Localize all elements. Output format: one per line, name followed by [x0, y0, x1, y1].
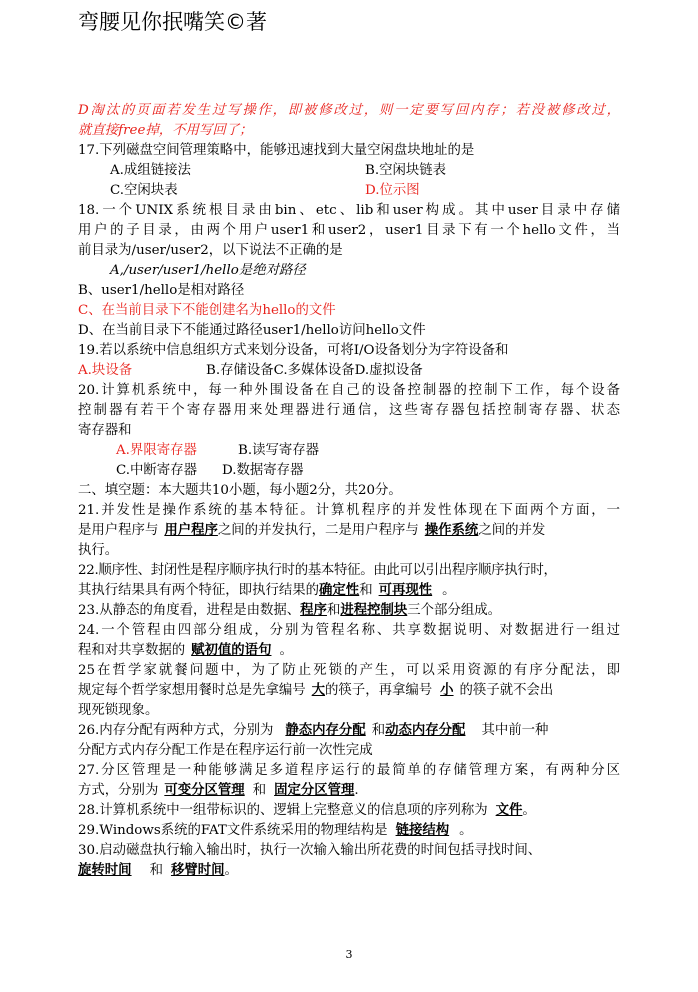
text: 30.启动磁盘执行输入输出时，执行一次输入输出所花费的时间包括寻找时间、 — [78, 843, 542, 858]
page-number: 3 — [345, 948, 353, 961]
question-18-stem: 用户的子目录，由两个用户user1和user2，user1目录下有一个hello文件，当 — [78, 223, 620, 238]
option-c: C.中断寄存器 — [116, 463, 197, 478]
answer-blank: 用户程序 — [164, 523, 218, 538]
text: 。 — [522, 803, 536, 818]
answer-blank: 操作系统 — [424, 523, 479, 538]
answer-blank: 旋转时间 — [78, 863, 132, 878]
question-20-stem: 20.计算机系统中，每一种外围设备在自己的设备控制器的控制下工作，每个设备 — [78, 383, 620, 398]
text: 29.Windows系统的FAT文件系统采用的物理结构是 — [78, 823, 388, 838]
option-a: A.成组链接法 — [110, 163, 191, 178]
text: 。 — [459, 823, 473, 838]
question-20-stem: 控制器有若干个寄存器用来处理器进行通信，这些寄存器包括控制寄存器、状态 — [78, 403, 620, 418]
text: 和 — [149, 863, 163, 878]
answer-blank: 大 — [311, 683, 326, 698]
question-22-stem — [78, 581, 620, 601]
text: . — [354, 783, 359, 798]
answer-blank: 小 — [440, 683, 454, 698]
option-a — [78, 261, 620, 281]
option-b: B.读写寄存器 — [238, 443, 320, 458]
question-18-stem: 18.一个UNIX系统根目录由bin、etc、lib和user构成。其中user目录中存储 — [78, 203, 620, 218]
text: 其中前一种 — [481, 723, 549, 738]
note-line: 就直接free掉，不用写回了； — [78, 123, 253, 138]
option-c: C.空闲块表 — [110, 183, 178, 198]
option-d-answer: D.位示图 — [365, 183, 420, 198]
text: 和 — [359, 583, 373, 598]
option-a-text: A,/user/user1/hello是绝对路径 — [110, 263, 306, 278]
option-d: D.数据寄存器 — [222, 463, 304, 478]
text: 之间的并发执行，二是用户程序与 — [217, 523, 419, 538]
question-20-stem: 寄存器和 — [78, 423, 132, 438]
option-a-answer: A.界限寄存器 — [116, 443, 197, 458]
answer-blank: 动态内存分配 — [385, 723, 466, 738]
question-26-stem — [78, 721, 620, 741]
text: 。 — [442, 583, 456, 598]
text: 26.内存分配有两种方式，分别为 — [78, 723, 274, 738]
page-header-title: 弯腰见你抿嘴笑©著 — [78, 10, 267, 34]
note-line: D淘汰的页面若发生过写操作，即被修改过，则一定要写回内存；若没被修改过， — [78, 103, 620, 118]
question-30-stem — [78, 861, 620, 881]
option-d: D、在当前目录下不能通过路径user1/hello访问hello文件 — [78, 323, 426, 338]
question-25-stem: 25在哲学家就餐问题中，为了防止死锁的产生，可以采用资源的有序分配法，即 — [78, 663, 620, 678]
text: 。 — [279, 643, 293, 658]
option-c-answer: C、在当前目录下不能创建名为hello的文件 — [78, 303, 336, 318]
answer-blank: 链接结构 — [395, 823, 450, 838]
question-17-stem: 17.下列磁盘空间管理策略中，能够迅速找到大量空闲盘块地址的是 — [78, 143, 475, 158]
option-a-answer: A.块设备 — [78, 363, 133, 378]
question-22-stem: 22.顺序性、封闭性是程序顺序执行时的基本特征。由此可以引出程序顺序执行时， — [78, 563, 557, 578]
question-17-options-row — [78, 181, 620, 201]
text: 23.从静态的角度看，进程是由数据、 — [78, 603, 301, 618]
answer-blank: 确定性 — [319, 583, 360, 598]
question-29-stem — [78, 821, 620, 841]
question-24-stem — [78, 641, 620, 661]
question-30-stem — [78, 841, 620, 861]
text: 和 — [371, 723, 386, 738]
question-28-stem — [78, 801, 620, 821]
text: 其执行结果具有两个特征，即执行结果的 — [78, 583, 320, 598]
question-24-stem: 24.一个管程由四部分组成，分别为管程名称、共享数据说明、对数据进行一组过 — [78, 623, 620, 638]
question-25-stem — [78, 681, 620, 701]
option-bcd: B.存储设备C.多媒体设备D.虚拟设备 — [206, 363, 423, 378]
document-body — [78, 101, 620, 881]
question-21-stem — [78, 521, 620, 541]
text: 的筷子，再拿编号 — [325, 683, 433, 698]
question-19-stem: 19.若以系统中信息组织方式来划分设备，可将I/O设备划分为字符设备和 — [78, 343, 509, 358]
text: 之间的并发 — [478, 523, 546, 538]
answer-blank: 进程控制块 — [340, 603, 408, 618]
question-18-stem: 前目录为/user/user2，以下说法不正确的是 — [78, 243, 343, 258]
answer-blank: 文件 — [495, 803, 523, 818]
answer-blank: 移臂时间 — [170, 863, 225, 878]
question-19-options-row — [78, 361, 620, 381]
answer-blank: 静态内存分配 — [285, 723, 366, 738]
answer-blank: 固定分区管理 — [274, 783, 355, 798]
question-27-stem — [78, 781, 620, 801]
section-heading: 二、填空题：本大题共10小题，每小题2分，共20分。 — [78, 483, 402, 498]
question-21-stem: 21.并发性是操作系统的基本特征。计算机程序的并发性体现在下面两个方面，一 — [78, 503, 620, 518]
text: 三个部分组成。 — [407, 603, 502, 618]
text: 方式，分别为 — [78, 783, 159, 798]
question-23-stem — [78, 601, 620, 621]
text: 28.计算机系统中一组带标识的、逻辑上完整意义的信息项的序列称为 — [78, 803, 488, 818]
text: 和 — [326, 603, 341, 618]
question-25-stem: 现死锁现象。 — [78, 703, 159, 718]
text: 规定每个哲学家想用餐时总是先拿编号 — [78, 683, 306, 698]
question-17-options-row — [78, 161, 620, 181]
question-21-stem: 执行。 — [78, 543, 119, 558]
question-27-stem: 27.分区管理是一种能够满足多道程序运行的最简单的存储管理方案，有两种分区 — [78, 763, 620, 778]
text: 和 — [252, 783, 267, 798]
question-20-options-row — [78, 461, 620, 481]
text: 的筷子就不会出 — [459, 683, 554, 698]
text: 。 — [224, 863, 238, 878]
question-20-options-row — [78, 441, 620, 461]
answer-blank: 可变分区管理 — [164, 783, 245, 798]
option-b: B.空闲块链表 — [365, 163, 447, 178]
answer-blank: 程序 — [300, 603, 327, 618]
text: 程和对共享数据的 — [78, 643, 186, 658]
answer-blank: 赋初值的语句 — [191, 643, 272, 658]
answer-blank: 可再现性 — [378, 583, 433, 598]
text: 是用户程序与 — [78, 523, 159, 538]
question-26-stem: 分配方式内存分配工作是在程序运行前一次性完成 — [78, 743, 373, 758]
option-b: B、user1/hello是相对路径 — [78, 283, 245, 298]
